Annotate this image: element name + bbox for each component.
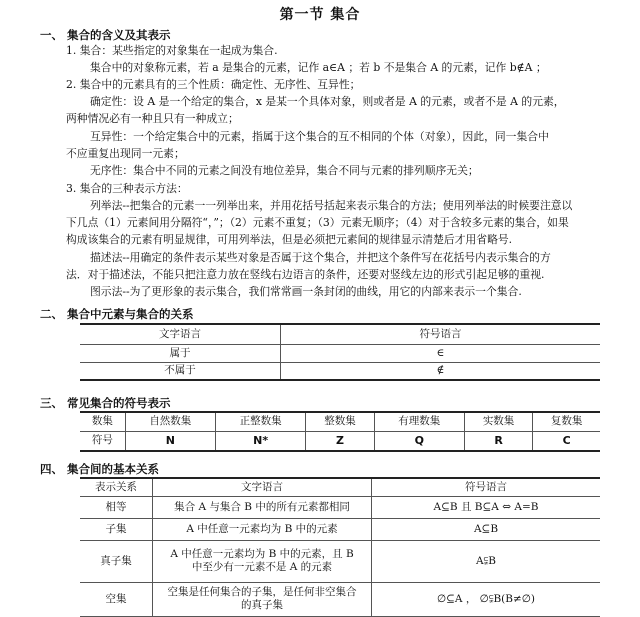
paragraph: 图示法--为了更形象的表示集合，我们常常画一条封闭的曲线，用它的内部来表示一个集合. (90, 285, 522, 298)
table-cell: ∈ (281, 344, 601, 362)
table-cell (153, 582, 372, 616)
table-cell: N (125, 431, 215, 451)
table-header: 符号语言 (372, 478, 601, 496)
table-cell: 复数集 (533, 412, 600, 431)
table-cell: 数集 (80, 412, 125, 431)
section-1-heading: 一、 集合的含义及其表示 (40, 28, 171, 42)
cell-line: 中至少有一元素不是 A 的元素 (191, 561, 333, 573)
table-row (80, 344, 600, 362)
paragraph: 下几点（1）元素间用分隔符“，”；（2）元素不重复；（3）元素无顺序；（4）对于含较多元素的集合，如果 (66, 216, 569, 229)
table-cell: 相等 (80, 496, 153, 518)
table-row (80, 518, 600, 540)
cell-line: 的真子集 (241, 599, 283, 611)
table-cell: ∅⊆A ， ∅⫋B(B≠∅) (372, 582, 601, 616)
table-row (80, 478, 600, 496)
table-cell: 空集 (80, 582, 153, 616)
table-header: 表示关系 (80, 478, 153, 496)
table-cell: A 中任意一元素均为 B 中的元素 (153, 518, 372, 540)
table-cell: 有理数集 (374, 412, 464, 431)
table-header: 文字语言 (80, 324, 281, 344)
table-header: 文字语言 (153, 478, 372, 496)
table-cell: 正整数集 (215, 412, 305, 431)
table-cell: A⫋B (372, 540, 601, 582)
paragraph: 不应重复出现同一元素； (66, 147, 185, 160)
table-row (80, 540, 600, 582)
paragraph: 描述法--用确定的条件表示某些对象是否属于这个集合，并把这个条件写在花括号内表示集合的方 (90, 251, 551, 264)
table-header: 符号语言 (281, 324, 601, 344)
table-cell: ∉ (281, 362, 601, 380)
table-cell: Z (306, 431, 374, 451)
table-cell: 符号 (80, 431, 125, 451)
table-row (80, 412, 600, 431)
paragraph: 法．对于描述法，不能只把注意力放在竖线右边语言的条件，还要对竖线左边的形式引起足够的重视. (66, 268, 545, 281)
paragraph: 2. 集合中的元素具有的三个性质：确定性、无序性、互异性； (66, 78, 361, 91)
table-row (80, 582, 600, 616)
relation-table (80, 323, 600, 381)
page-title: 第一节 集合 (279, 7, 361, 23)
paragraph: 确定性：设 A 是一个给定的集合，x 是某一个具体对象，则或者是 A 的元素，或者不是 A 的元素， (90, 95, 565, 108)
table-row (80, 496, 600, 518)
table-cell: A⊆B (372, 518, 601, 540)
set-relation-table (80, 477, 600, 617)
section-3-heading: 三、 常见集合的符号表示 (40, 396, 171, 410)
table-cell: 集合 A 与集合 B 中的所有元素都相同 (153, 496, 372, 518)
cell-line: 空集是任何集合的子集，是任何非空集合 (167, 586, 357, 598)
table-cell: 实数集 (464, 412, 532, 431)
table-cell: 自然数集 (125, 412, 215, 431)
section-4-heading: 四、 集合间的基本关系 (40, 462, 160, 476)
table-cell: 整数集 (306, 412, 374, 431)
paragraph: 1. 集合：某些指定的对象集在一起成为集合. (66, 44, 278, 57)
paragraph: 两种情况必有一种且只有一种成立； (66, 112, 239, 125)
paragraph: 构成该集合的元素有明显规律，可用列举法，但是必须把元素间的规律显示清楚后才用省略号. (66, 233, 513, 246)
table-cell: Q (374, 431, 464, 451)
table-cell: N* (215, 431, 305, 451)
table-cell: C (533, 431, 600, 451)
table-cell: 属于 (80, 344, 281, 362)
table-cell: R (464, 431, 532, 451)
paragraph: 互异性：一个给定集合中的元素，指属于这个集合的互不相同的个体（对象），因此，同一集合中 (90, 130, 549, 143)
paragraph: 列举法--把集合的元素一一列举出来，并用花括号括起来表示集合的方法；使用列举法的时候要注意以 (90, 199, 573, 212)
paragraph: 3. 集合的三种表示方法： (66, 182, 188, 195)
table-cell: 真子集 (80, 540, 153, 582)
table-cell (153, 540, 372, 582)
table-row (80, 362, 600, 380)
number-set-table (80, 411, 600, 452)
cell-line: A 中任意一元素均为 B 中的元素，且 B (170, 548, 354, 560)
table-cell: A⊆B 且 B⊆A ⇔ A=B (372, 496, 601, 518)
table-row (80, 431, 600, 451)
table-cell: 子集 (80, 518, 153, 540)
paragraph: 集合中的对象称元素，若 a 是集合的元素，记作 a∈A ；若 b 不是集合 A 的元素，记作 b∉A ； (90, 61, 547, 74)
paragraph: 无序性：集合中不同的元素之间没有地位差异，集合不同与元素的排列顺序无关； (90, 164, 479, 177)
table-cell: 不属于 (80, 362, 281, 380)
section-2-heading: 二、 集合中元素与集合的关系 (40, 307, 194, 321)
